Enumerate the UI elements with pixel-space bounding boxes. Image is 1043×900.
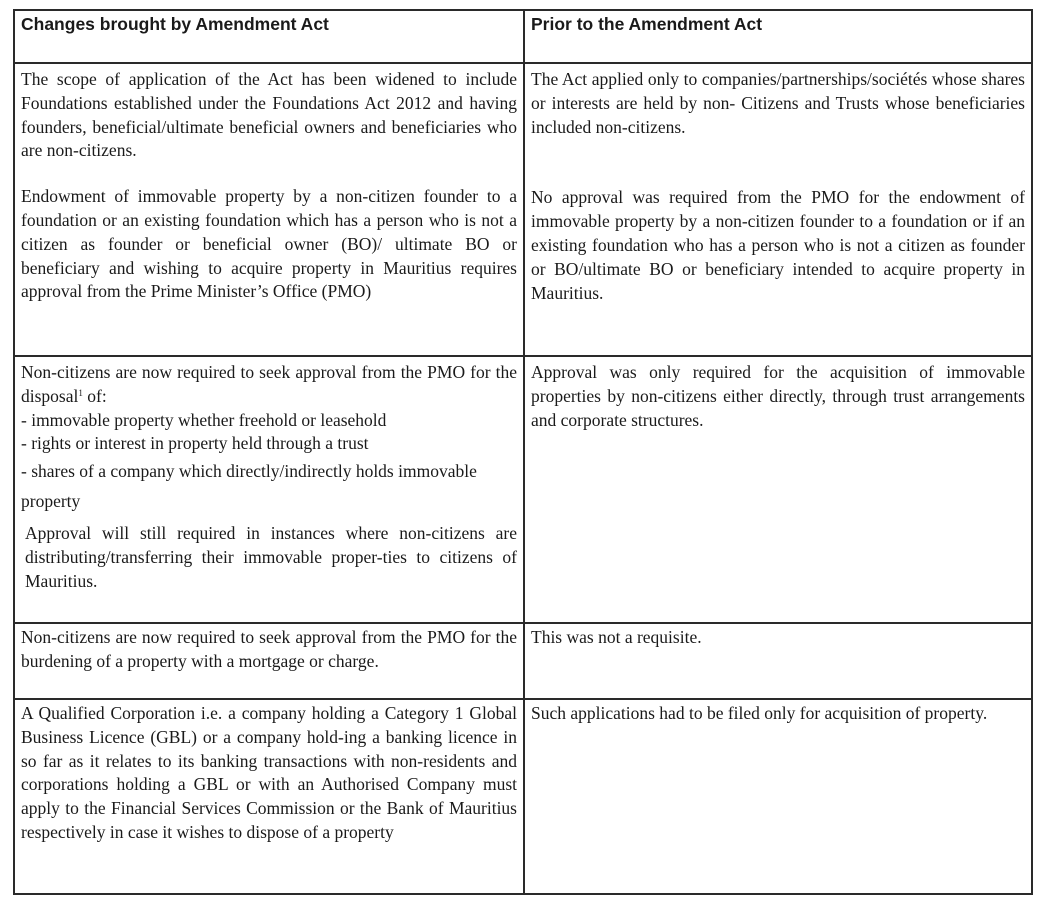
paragraph-text: Non-citizens are now required to seek approval from the PMO for the disposal [21, 362, 517, 406]
header-row [14, 10, 1032, 63]
prior-cell [524, 623, 1032, 699]
paragraph: No approval was required from the PMO for the endowment of immovable property by a non-citizen founder to a foundation or if an existing foundation who has a person who is not a citizen as founder or BO/ultimate BO or beneficiary intended to acquire property in Mauritius. [531, 187, 1025, 303]
paragraph-text: of: [82, 385, 107, 406]
changes-cell [14, 699, 524, 894]
paragraph: Approval will still required in instances where non-citizens are distributing/transferring their immovable proper-ties to citizens of Mauritius. [25, 523, 517, 591]
prior-cell [524, 356, 1032, 623]
list-item: - shares of a company which directly/indirectly holds immovable property [21, 461, 477, 512]
prior-cell [524, 699, 1032, 894]
changes-cell [14, 63, 524, 356]
changes-cell [14, 623, 524, 699]
table-row [14, 699, 1032, 894]
prior-cell [524, 63, 1032, 356]
changes-cell [14, 356, 524, 623]
header-prior: Prior to the Amendment Act [524, 10, 1032, 63]
list-item: - rights or interest in property held through a trust [21, 433, 369, 454]
footnote-marker: 1 [78, 387, 83, 398]
paragraph: The Act applied only to companies/partnerships/sociétés whose shares or interests are held by non- Citizens and Trusts whose beneficiaries included non-citizens. [531, 69, 1025, 137]
table-row [14, 63, 1032, 356]
paragraph: The scope of application of the Act has been widened to include Foundations established under the Foundations Act 2012 and having founders, beneficial/ultimate beneficial owners and beneficiaries who are non-citizens. [21, 69, 517, 161]
table-row [14, 623, 1032, 699]
paragraph [21, 361, 517, 409]
table-row [14, 356, 1032, 623]
comparison-table [13, 9, 1033, 895]
header-changes: Changes brought by Amendment Act [14, 10, 524, 63]
paragraph: A Qualified Corporation i.e. a company holding a Category 1 Global Business Licence (GBL) or a company hold-ing a banking licence in so far as it relates to its banking transactions with non-residents and corporations holding a GBL or with an Authorised Company must apply to the Financial Services Commission or the Bank of Mauritius respectively in case it wishes to dispose of a property [21, 703, 517, 842]
paragraph: Non-citizens are now required to seek approval from the PMO for the burdening of a property with a mortgage or charge. [21, 627, 517, 671]
paragraph: Endowment of immovable property by a non-citizen founder to a foundation or an existing foundation which has a person who is not a citizen as founder or beneficial owner (BO)/ ultimate BO or beneficiary and wishing to acquire property in Mauritius requires approval from the Prime Minister’s Office (PMO) [21, 186, 517, 302]
paragraph: Such applications had to be filed only for acquisition of property. [531, 703, 988, 723]
paragraph: This was not a requisite. [531, 627, 702, 647]
list-item: - immovable property whether freehold or leasehold [21, 409, 387, 430]
paragraph: Approval was only required for the acquisition of immovable properties by non-citizens either directly, through trust arrangements and corporate structures. [531, 362, 1025, 430]
